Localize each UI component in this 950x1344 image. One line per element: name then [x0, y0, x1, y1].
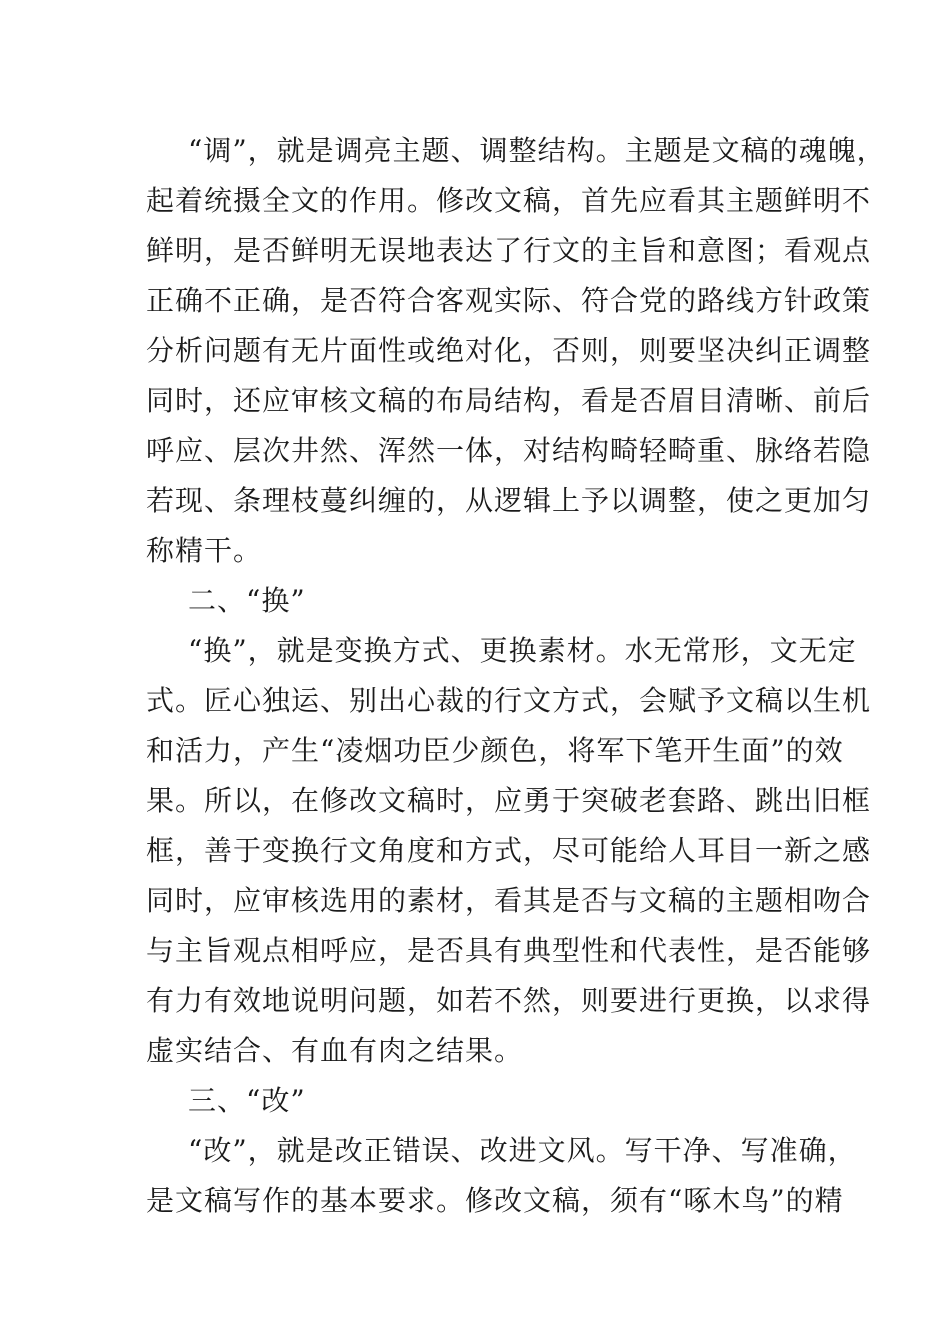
- text-line: 与主旨观点相呼应，是否具有典型性和代表性，是否能够: [146, 934, 872, 967]
- text-line: 若现、条理枝蔓纠缠的，从逻辑上予以调整，使之更加匀: [146, 484, 872, 517]
- text-line: 呼应、层次井然、浑然一体，对结构畸轻畸重、脉络若隐: [146, 434, 872, 467]
- text-line: 正确不正确，是否符合客观实际、符合党的路线方针政策: [146, 284, 872, 317]
- text-line: 和活力，产生“凌烟功臣少颜色，将军下笔开生面”的效: [146, 734, 844, 767]
- text-line: 称精干。: [146, 534, 263, 567]
- text-line: “调”，就是调亮主题、调整结构。主题是文稿的魂魄，: [188, 134, 886, 167]
- text-line: 有力有效地说明问题，如若不然，则要进行更换，以求得: [146, 984, 872, 1017]
- document-body: [146, 126, 886, 1226]
- text-line: 同时，应审核选用的素材，看其是否与文稿的主题相吻合: [146, 884, 872, 917]
- text-line: 鲜明，是否鲜明无误地表达了行文的主旨和意图；看观点: [146, 234, 872, 267]
- text-line: 起着统摄全文的作用。修改文稿，首先应看其主题鲜明不: [146, 184, 872, 217]
- text-line: 同时，还应审核文稿的布局结构，看是否眉目清晰、前后: [146, 384, 872, 417]
- text-line: “换”，就是变换方式、更换素材。水无常形，文无定: [188, 634, 857, 667]
- text-line: 框，善于变换行文角度和方式，尽可能给人耳目一新之感: [146, 834, 872, 867]
- text-line: 虚实结合、有血有肉之结果。: [146, 1034, 524, 1067]
- text-line: “改”，就是改正错误、改进文风。写干净、写准确，: [188, 1134, 857, 1167]
- text-line: 式。匠心独运、别出心裁的行文方式，会赋予文稿以生机: [146, 684, 872, 717]
- text-line: 三、“改”: [188, 1084, 306, 1117]
- text-line: 分析问题有无片面性或绝对化，否则，则要坚决纠正调整: [146, 334, 872, 367]
- text-line: 二、“换”: [188, 584, 306, 617]
- text-line: 果。所以，在修改文稿时，应勇于突破老套路、跳出旧框: [146, 784, 872, 817]
- text-line: 是文稿写作的基本要求。修改文稿，须有“啄木鸟”的精: [146, 1184, 844, 1217]
